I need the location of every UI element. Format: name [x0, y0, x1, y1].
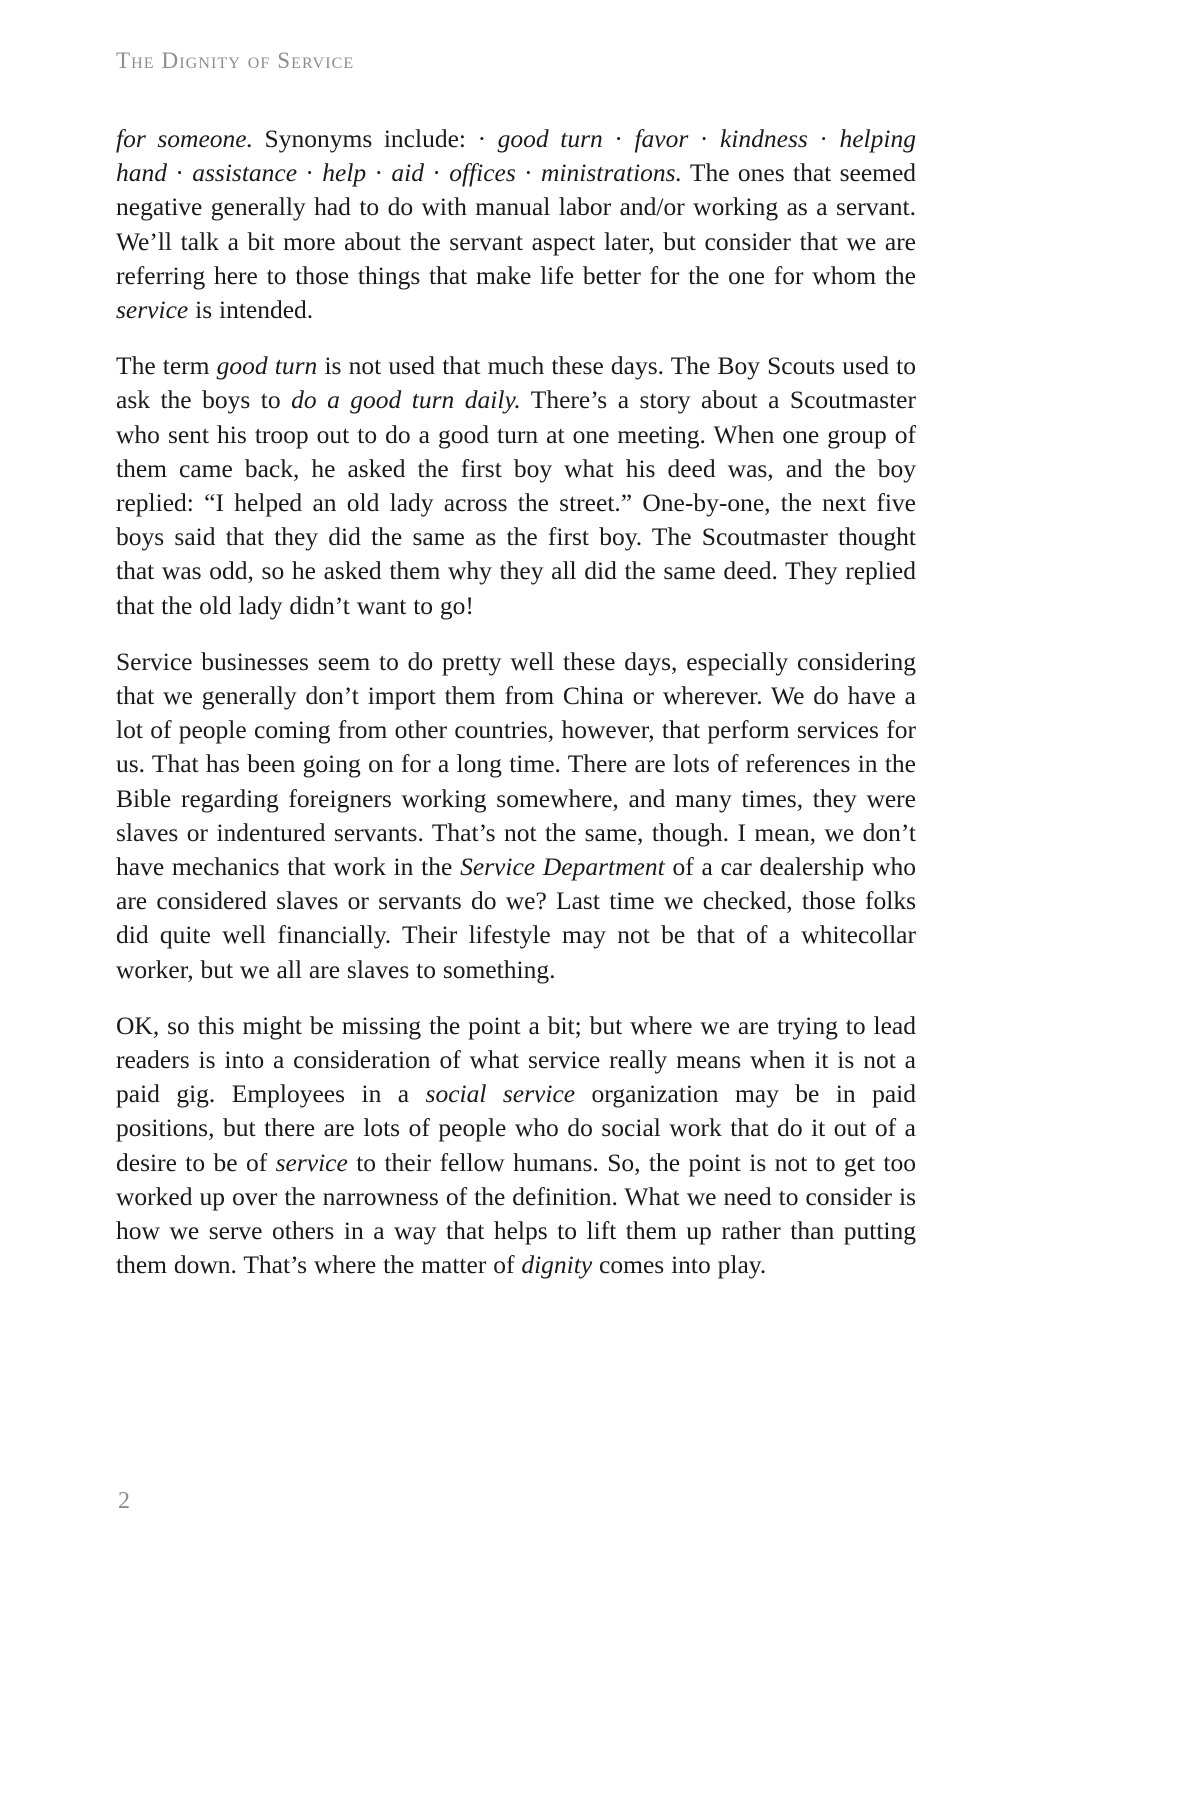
p3-run-1: Service businesses seem to do pretty well these days, especially considering that we generally don’t import them from China or wherever. We do have a lot of people coming from other countries, however, that perform services for us. That has been going on for a long time. There are lots of references in the Bible regarding foreigners working somewhere, and many times, they were slaves or indentured servants. That’s not the same, though. I mean, we don’t have mechanics that work in the — [116, 646, 916, 882]
p1-synonym-aid: aid — [391, 158, 424, 188]
p1-synonym-kindness: kindness — [719, 124, 808, 153]
paragraph-4 — [116, 1009, 916, 1283]
p1-run-3: is intended. — [188, 295, 314, 325]
p1-lead-italic: for someone. — [116, 124, 253, 153]
p1-synonym-favor: favor — [634, 124, 689, 153]
p2-emphasis-do-a-good-turn-daily: do a good turn daily. — [291, 385, 521, 415]
p1-run-2: The ones that seemed negative generally had to do with manual labor and/or working as a servant. We’ll talk a bit more about the servant aspect later, but consider that we are referring here to those things that make life better for the one for whom the — [116, 158, 917, 290]
p1-sep-5: · — [297, 158, 323, 188]
p4-emphasis-service: service — [275, 1147, 348, 1177]
p1-synonym-ministrations: ministrations. — [541, 158, 682, 188]
p1-emphasis-service: service — [116, 295, 189, 325]
p4-emphasis-social-service: social service — [425, 1079, 576, 1109]
p1-sep-6: · — [366, 158, 392, 188]
p2-run-1: The term — [116, 351, 217, 381]
running-head: The Dignity of Service — [116, 48, 355, 73]
page-number: 2 — [118, 1488, 130, 1514]
p4-run-1: OK, so this might be missing the point a bit; but where we are trying to lead readers is into a consideration of what service really means when it is not a paid gig. Employees in a — [116, 1010, 916, 1109]
p1-sep-7: · — [423, 158, 450, 188]
paragraph-2 — [116, 349, 916, 623]
p2-run-3: There’s a story about a Scoutmaster who sent his troop out to do a good turn at one meeting. When one group of them came back, he asked the first boy what his deed was, and the boy replied: “I helped an old lady across the street.” One-by-one, the next five boys said that they did the same as the first boy. The Scoutmaster thought that was odd, so he asked them why they all did the same deed. They replied that the old lady didn’t want to go! — [116, 385, 916, 620]
p2-emphasis-good-turn: good turn — [216, 351, 318, 381]
p4-run-4: comes into play. — [592, 1250, 767, 1280]
p4-run-3: to their fellow humans. So, the point is not to get too worked up over the narrowness of the definition. What we need to consider is how we serve others in a way that helps to lift them up rather than putting them down. That’s where the matter of — [116, 1147, 916, 1280]
p4-emphasis-dignity: dignity — [521, 1250, 593, 1280]
p1-sep-1: · — [602, 124, 635, 153]
p4-run-2: organization may be in paid positions, but there are lots of people who do social work that do it out of a desire to be of — [116, 1079, 916, 1177]
paragraph-1 — [116, 122, 916, 327]
p1-sep-8: · — [515, 158, 541, 188]
p1-synonym-assistance: assistance — [192, 158, 298, 188]
p1-synonym-helping-hand: helping hand — [116, 124, 916, 188]
body-text-column — [116, 122, 916, 1283]
p1-synonym-help: help — [322, 158, 367, 188]
p1-sep-2: · — [688, 124, 720, 153]
p1-synonym-offices: offices — [449, 158, 516, 188]
p2-run-2: is not used that much these days. The Boy Scouts used to ask the boys to — [116, 351, 916, 415]
p1-run-1: Synonyms include: · — [252, 124, 498, 153]
p3-run-2: of a car dealership who are considered slaves or servants do we? Last time we checked, those folks did quite well financially. Their lifestyle may not be that of a whitecollar worker, but we all are slaves to something. — [116, 852, 916, 984]
p1-sep-3: · — [807, 124, 840, 153]
p1-sep-4: · — [167, 158, 193, 188]
p1-synonym-good-turn: good turn — [497, 124, 603, 153]
p3-emphasis-service-department: Service Department — [460, 852, 665, 882]
paragraph-3 — [116, 645, 916, 987]
